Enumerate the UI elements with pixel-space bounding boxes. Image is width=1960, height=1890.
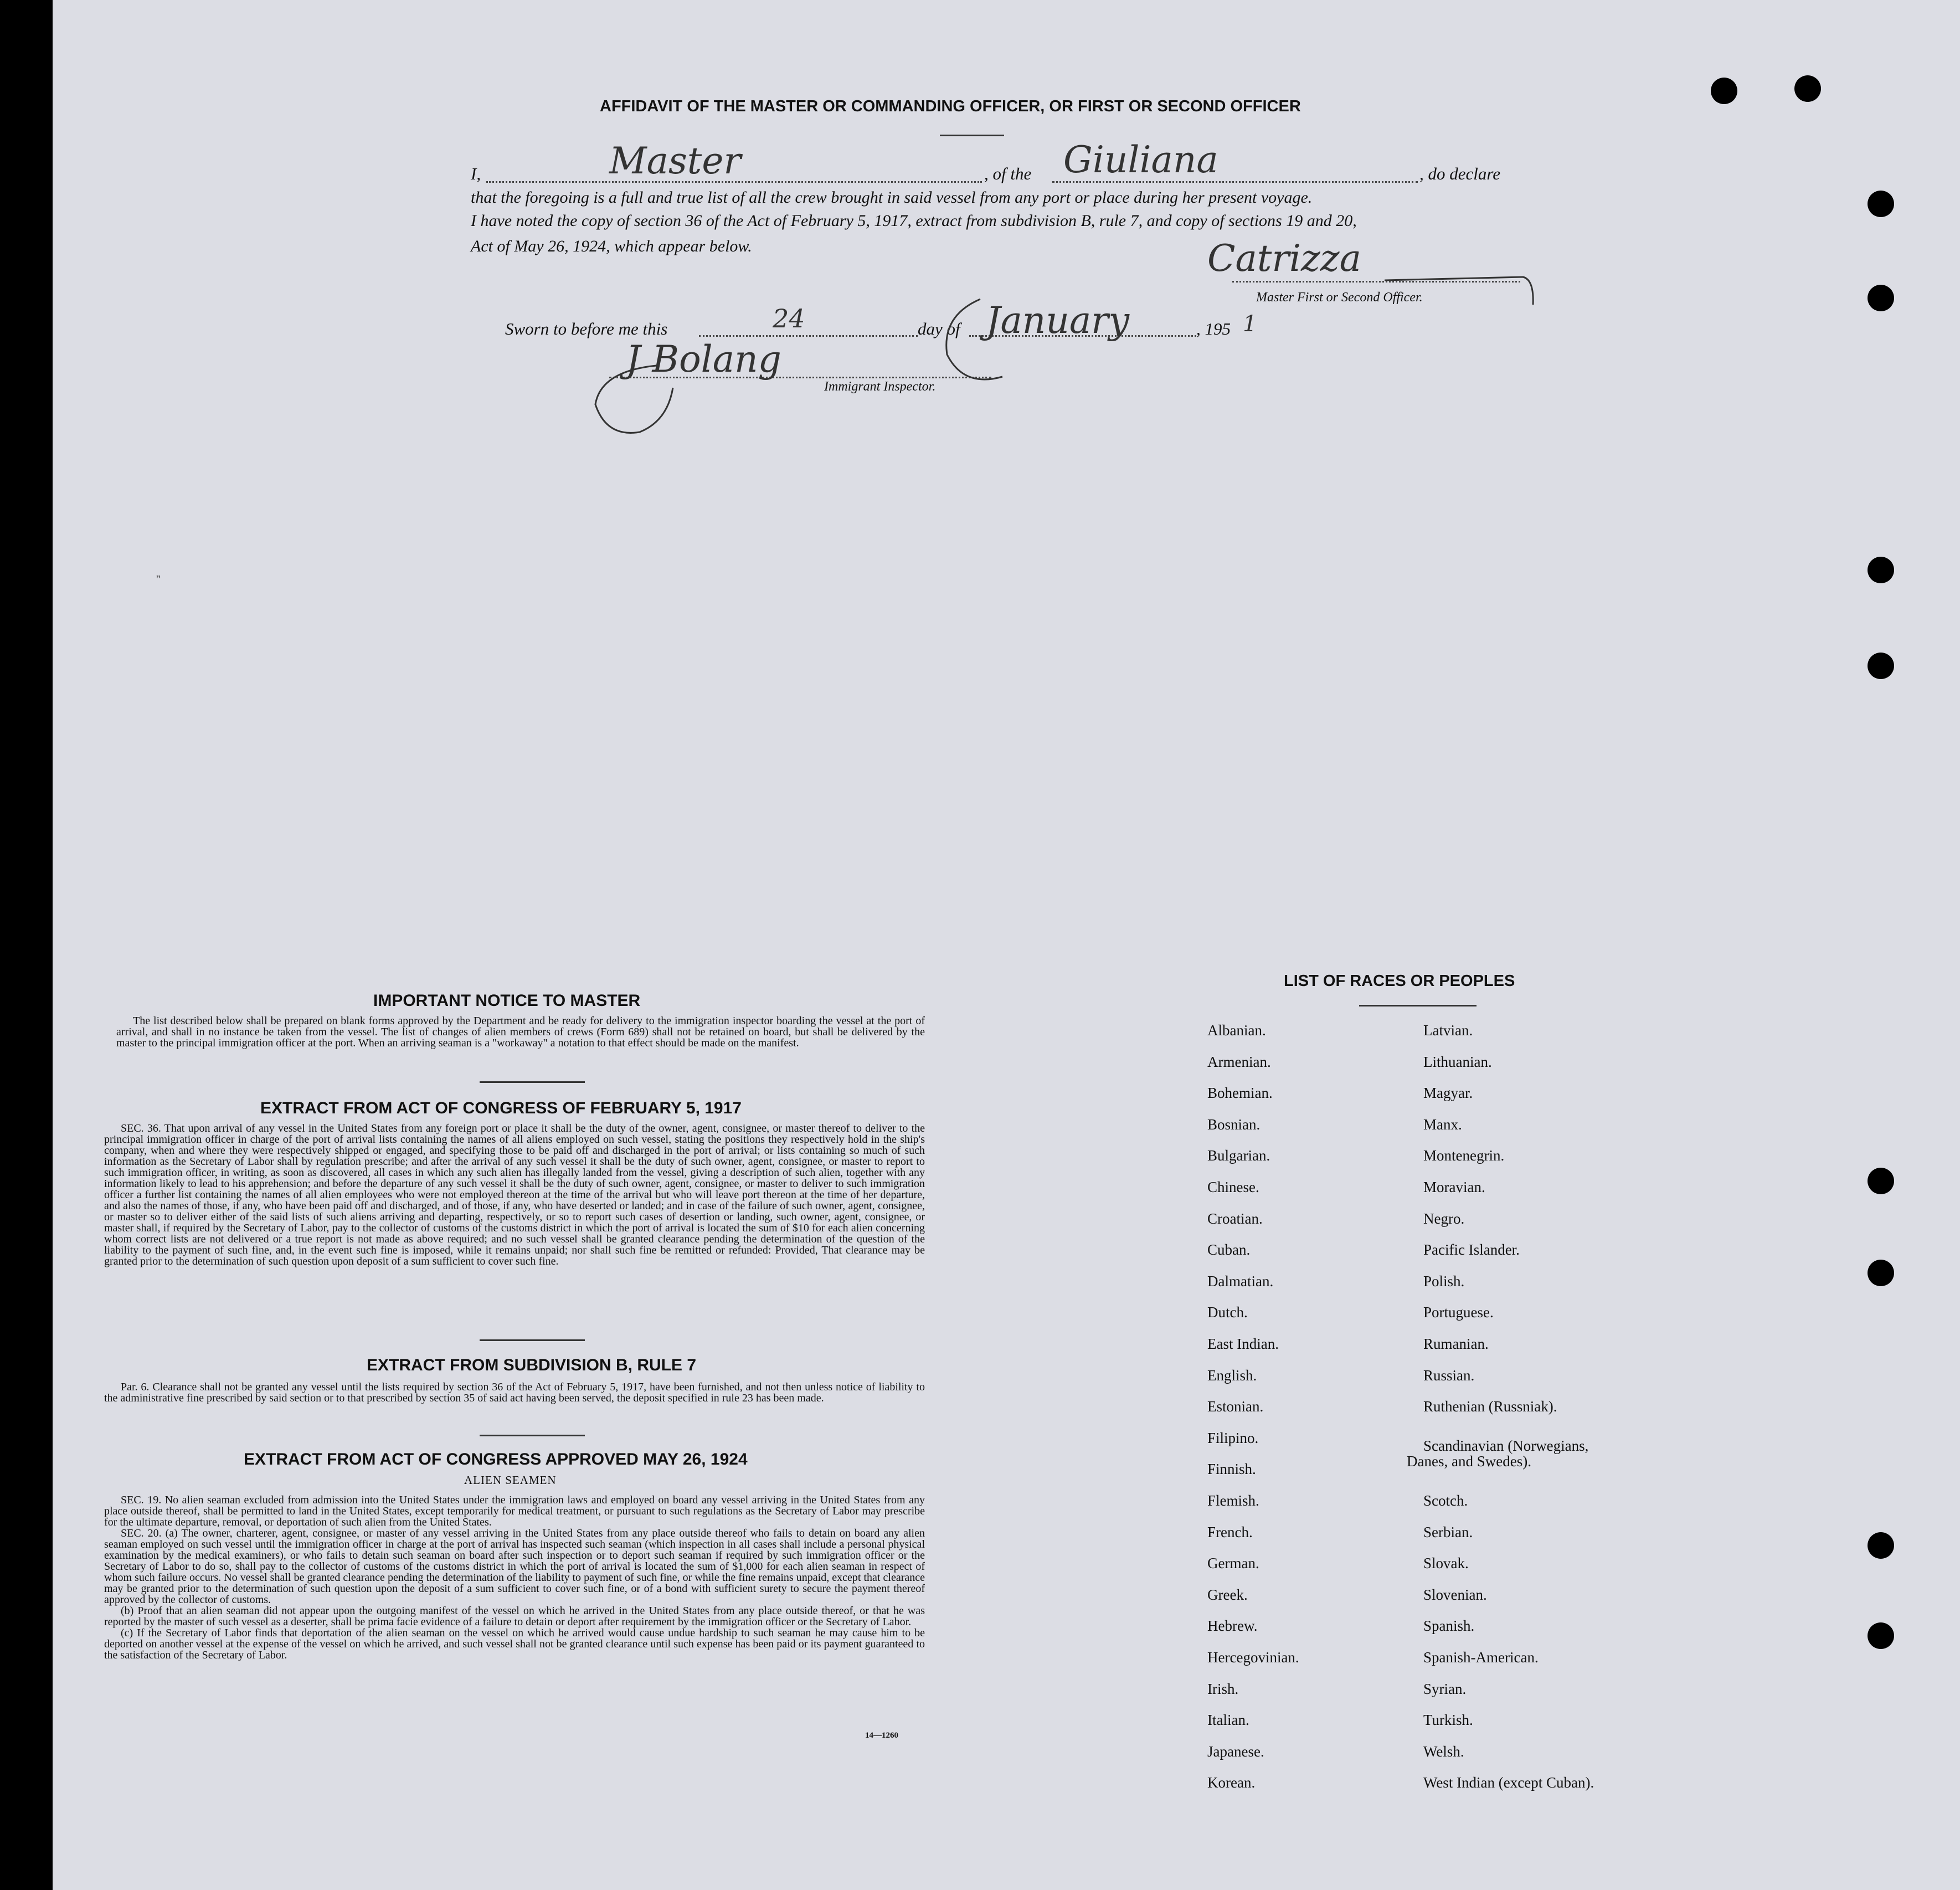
- handwritten-inspector: J Bolang: [626, 338, 781, 381]
- extract-1924-heading: EXTRACT FROM ACT OF CONGRESS APPROVED MAY 26, 1924: [244, 1450, 748, 1468]
- race-item: Polish.: [1423, 1272, 1465, 1290]
- punch-hole: [1868, 557, 1894, 583]
- sworn-day-line: [699, 335, 918, 337]
- race-item: Manx.: [1423, 1116, 1462, 1133]
- section-divider: [480, 1435, 585, 1436]
- section-divider: [480, 1339, 585, 1341]
- punch-hole: [1868, 653, 1894, 679]
- race-item: Armenian.: [1207, 1053, 1271, 1070]
- race-item: Latvian.: [1423, 1022, 1473, 1039]
- punch-hole: [1711, 78, 1737, 104]
- affidavit-i-label: I,: [471, 164, 481, 183]
- race-item: Dutch.: [1207, 1304, 1248, 1321]
- month-signature-loop: [936, 294, 1019, 388]
- section-19: SEC. 19. No alien seaman excluded from admission into the United States under the immigration laws and employed on board any vessel arriving in the United States from any place outside thereof, shall be permitted to land in the United States, except temporarily for medical treatment, or pursuant to such regulations as the Secretary of Labor may prescribe for the ultimate departure, removal, or deportation of such alien from the United States.: [104, 1494, 925, 1528]
- punch-hole: [1868, 1260, 1894, 1286]
- race-item: Magyar.: [1423, 1085, 1473, 1102]
- section-20a: SEC. 20. (a) The owner, charterer, agent, consignee, or master of any vessel arriving in the United States from any place outside thereof who fails to detain on board any alien seaman employed on such vessel until the immigration officer in charge at the port of arrival has inspected such seaman (which inspection in all cases shall include a personal physical examination by the medical examiners), or who fails to detain such seaman on board after such inspection or to deport such seaman if required by such immigration officer or the Secretary of Labor to do so, shall pay to the collector of customs of the customs district in which the port of arrival is located the sum of $1,000 for each alien seaman in respect of whom such failure occurs. No vessel shall be granted clearance pending the determination of the liability to payment of such fine, or while the fine remains unpaid, except that clearance may be granted prior to the determination of such question upon the deposit of a sum sufficient to cover such fine, or of a bond with sufficient surety to secure the payment thereof approved by the collector of customs.: [104, 1527, 925, 1606]
- sworn-label: Sworn to before me this: [505, 319, 668, 338]
- race-item: Flemish.: [1207, 1492, 1259, 1509]
- punch-hole: [1868, 1622, 1894, 1649]
- races-heading: LIST OF RACES OR PEOPLES: [1284, 972, 1515, 990]
- race-item: Italian.: [1207, 1712, 1249, 1729]
- section-20c: (c) If the Secretary of Labor finds that deportation of the alien seaman on the vessel on which he arrived would cause undue hardship to such seaman he may cause him to be deported on another vessel at the expense of the vessel on which he arrived, and such vessel shall not be granted clearance until such expense has been paid or its payment guaranteed to the satisfaction of the Secretary of Labor.: [104, 1627, 925, 1661]
- race-item: Rumanian.: [1423, 1336, 1489, 1352]
- race-item: Spanish-American.: [1423, 1649, 1539, 1666]
- race-item: Slovak.: [1423, 1555, 1469, 1572]
- section-divider: [480, 1081, 585, 1083]
- race-item: English.: [1207, 1367, 1257, 1384]
- race-item: Finnish.: [1207, 1461, 1256, 1478]
- race-item: West Indian (except Cuban).: [1423, 1774, 1594, 1791]
- race-item: Greek.: [1207, 1586, 1248, 1603]
- race-item: Russian.: [1423, 1367, 1475, 1384]
- race-item: East Indian.: [1207, 1336, 1279, 1352]
- do-declare-label: , do declare: [1419, 164, 1501, 183]
- affidavit-title: AFFIDAVIT OF THE MASTER OR COMMANDING OFFICER, OR FIRST OR SECOND OFFICER: [600, 97, 1301, 115]
- race-item: Danes, and Swedes).: [1407, 1453, 1531, 1470]
- race-item: Slovenian.: [1423, 1586, 1487, 1603]
- race-item: Hebrew.: [1207, 1617, 1258, 1635]
- signature-caption: Master First or Second Officer.: [1256, 290, 1423, 305]
- race-item: Negro.: [1423, 1210, 1465, 1227]
- section-20b: (b) Proof that an alien seaman did not appear upon the outgoing manifest of the vessel on which he arrived in the United States from any place outside thereof, or that he was reported by the master of such vessel as a deserter, shall be prima facie evidence of a failure to detain or deport after requirement by the immigration officer or the Secretary of Labor.: [104, 1605, 925, 1628]
- handwritten-master-signature: Catrizza: [1207, 237, 1361, 280]
- race-item: Albanian.: [1207, 1022, 1266, 1039]
- affidavit-line-4: Act of May 26, 1924, which appear below.: [471, 237, 752, 255]
- affidavit-line-2: that the foregoing is a full and true list of all the crew brought in said vessel from any port or place during her present voyage.: [471, 188, 1313, 207]
- scan-speck: '': [156, 573, 161, 586]
- handwritten-month: January: [986, 299, 1130, 342]
- punch-hole: [1794, 75, 1821, 102]
- handwritten-year: 1: [1243, 311, 1257, 337]
- form-number: 14—1260: [865, 1731, 898, 1740]
- race-item: Filipino.: [1207, 1429, 1259, 1446]
- race-item: Syrian.: [1423, 1680, 1467, 1697]
- races-divider: [1359, 1005, 1477, 1006]
- race-item: Scandinavian (Norwegians,: [1423, 1437, 1589, 1454]
- race-item: Pacific Islander.: [1423, 1241, 1520, 1259]
- race-item: Japanese.: [1207, 1743, 1264, 1760]
- handwritten-master: Master: [609, 140, 741, 182]
- of-the-label: , of the: [984, 164, 1032, 183]
- extract-1917-heading: EXTRACT FROM ACT OF CONGRESS OF FEBRUARY 5, 1917: [260, 1099, 742, 1117]
- race-item: Hercegovinian.: [1207, 1649, 1299, 1666]
- race-item: Chinese.: [1207, 1179, 1259, 1195]
- race-item: Bulgarian.: [1207, 1147, 1270, 1164]
- alien-seamen-subheading: ALIEN SEAMEN: [464, 1473, 557, 1487]
- rule-7-heading: EXTRACT FROM SUBDIVISION B, RULE 7: [367, 1356, 697, 1374]
- punch-hole: [1868, 1168, 1894, 1194]
- punch-hole: [1868, 1532, 1894, 1559]
- race-item: Bosnian.: [1207, 1116, 1261, 1133]
- race-item: Scotch.: [1423, 1492, 1468, 1509]
- vessel-name-line: [1052, 181, 1418, 183]
- rule-7-body: Par. 6. Clearance shall not be granted any vessel until the lists required by section 36 of the Act of February 5, 1917, have been furnished, and not then unless notice of liability to the administrative fine prescribed by said section or to that prescribed by section 35 of said act having been served, the deposit specified in rule 23 has been made.: [104, 1381, 925, 1404]
- race-item: French.: [1207, 1523, 1253, 1540]
- inspector-caption: Immigrant Inspector.: [824, 379, 936, 394]
- year-prefix: , 195: [1196, 319, 1231, 338]
- race-item: German.: [1207, 1555, 1259, 1572]
- extract-1924-body: [104, 1494, 925, 1661]
- inspector-signature-loop: [590, 355, 712, 443]
- race-item: Moravian.: [1423, 1179, 1485, 1195]
- race-item: Montenegrin.: [1423, 1147, 1505, 1164]
- race-item: Estonian.: [1207, 1398, 1264, 1415]
- punch-hole: [1868, 191, 1894, 217]
- affidavit-line-3: I have noted the copy of section 36 of the Act of February 5, 1917, extract from subdivision B, rule 7, and copy of sections 19 and 20,: [471, 212, 1357, 230]
- race-item: Bohemian.: [1207, 1085, 1273, 1102]
- day-of-label: day of: [918, 319, 960, 338]
- race-item: Portuguese.: [1423, 1304, 1494, 1321]
- notice-body: The list described below shall be prepared on blank forms approved by the Department and be ready for delivery to the immigration inspector boarding the vessel at the port of arrival, and shall in no instance be taken from the vessel. The list of changes of alien members of crews (Form 689) shall not be retained on board, but shall be delivered by the master to the principal immigration officer at the port. When an arriving seaman is a "workaway" a notation to that effect should be made on the manifest.: [116, 1015, 925, 1049]
- race-item: Croatian.: [1207, 1210, 1263, 1227]
- notice-heading: IMPORTANT NOTICE TO MASTER: [373, 992, 641, 1010]
- race-item: Dalmatian.: [1207, 1272, 1274, 1290]
- race-item: Irish.: [1207, 1680, 1239, 1697]
- race-item: Spanish.: [1423, 1617, 1475, 1635]
- race-item: Lithuanian.: [1423, 1053, 1492, 1070]
- title-divider: [940, 135, 1004, 136]
- punch-hole: [1868, 285, 1894, 311]
- race-item: Korean.: [1207, 1774, 1256, 1791]
- race-item: Cuban.: [1207, 1241, 1251, 1259]
- race-item: Turkish.: [1423, 1712, 1473, 1729]
- handwritten-day: 24: [773, 304, 805, 333]
- race-item: Ruthenian (Russniak).: [1423, 1398, 1557, 1415]
- extract-1917-body: SEC. 36. That upon arrival of any vessel in the United States from any foreign port or place it shall be the duty of the owner, agent, consignee, or master thereof to deliver to the principal immigration officer in charge of the port of arrival lists containing the names of all aliens employed on such vessel, stating the positions they respectively hold in the ship's company, when and where they were respectively shipped or engaged, and specifying those to be paid off and discharged in the port of arrival; or lists containing so much of such information as the Secretary of Labor shall by regulation prescribe; and after the arrival of any such vessel it shall be the duty of such owner, agent, consignee, or master to report to such immigration officer, in writing, as soon as discovered, all cases in which any such alien has illegally landed from the vessel, giving a description of such alien, together with any information likely to lead to his apprehension; and before the departure of any such vessel it shall be the duty of such owner, agent, consignee, or master to deliver to such immigration officer a further list containing the names of all alien employees who were not employed thereon at the time of the arrival but who will leave port thereon at the time of her departure, and also the names of those, if any, who have been paid off and discharged, and of those, if any, who have deserted or landed; and in case of the failure of such owner, agent, consignee, or master so to deliver either of the said lists of such aliens arriving and departing, respectively, or so to report such cases of desertion or landing, such owner, agent, consignee, or master shall, if required by the Secretary of Labor, pay to the collector of customs of the customs district in which the port of arrival is located the sum of $10 for each alien concerning whom correct lists are not delivered or a true report is not made as above required; and no such vessel shall be granted clearance pending the determination of the question of the liability to the payment of such fine, and, in the event such fine is imposed, while it remains unpaid; nor shall such fine be remitted or refunded: Provided, That clearance may be granted prior to the determination of such question upon deposit of a sum sufficient to cover such fine.: [104, 1122, 925, 1267]
- race-item: Serbian.: [1423, 1523, 1473, 1540]
- handwritten-vessel: Giuliana: [1063, 138, 1218, 181]
- race-item: Welsh.: [1423, 1743, 1464, 1760]
